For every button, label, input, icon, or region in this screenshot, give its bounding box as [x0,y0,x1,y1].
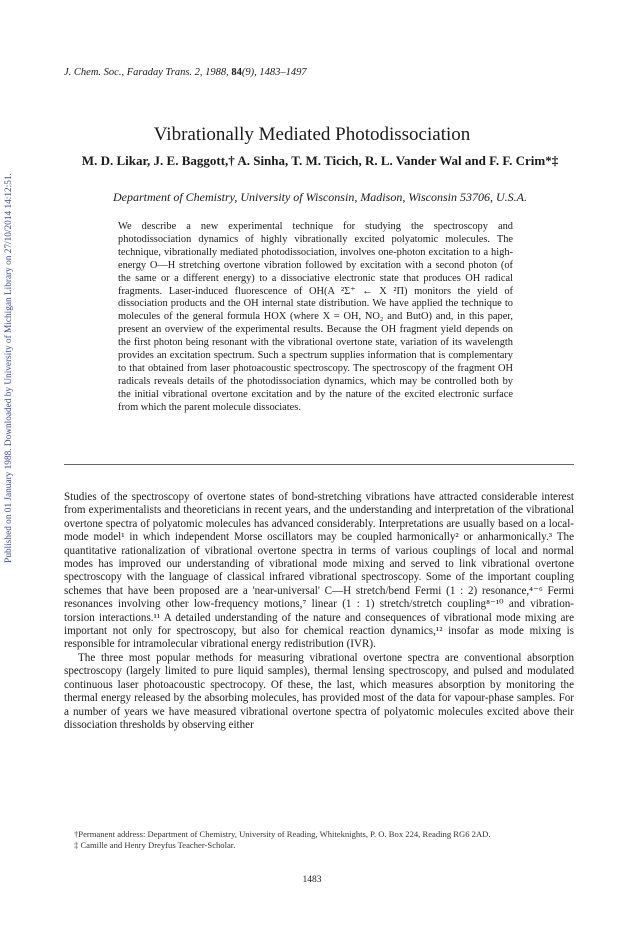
footnote-1: †Permanent address: Department of Chemistry, University of Reading, Whiteknights, P. O. Box 224, Reading RG6 2AD. [74,829,491,839]
affiliation: Department of Chemistry, University of Wisconsin, Madison, Wisconsin 53706, U.S.A. [113,190,527,204]
journal-name: J. Chem. Soc., Faraday Trans. 2, [64,67,203,78]
footnote-2: ‡ Camille and Henry Dreyfus Teacher-Scholar. [74,840,236,850]
download-stamp [0,128,18,608]
journal-issue-pages: (9), 1483–1497 [241,67,307,78]
paragraph-2: The three most popular methods for measuring vibrational overtone spectra are conventional absorption spectroscopy (largely limited to pure liquid samples), thermal lensing spectroscopy, and pulsed and modulated continuous laser photoacoustic spectrocopy. Of these, the last, which measures absorption by monitoring the thermal energy released by the absorbing molecules, has provided most of the data for vapour-phase samples. For a number of years we have measured vibrational overtone spectra of polyatomic molecules excited above their dissociation thresholds by observing either [64,651,574,731]
main-text [64,491,574,732]
page-number: 1483 [302,875,322,885]
footnotes [64,829,574,851]
download-stamp-text: Published on 01 January 1988. Downloaded by University of Michigan Library on 27/10/2014 14:12:51. [4,173,14,563]
journal-volume: 84 [231,67,242,78]
paper-title: Vibrationally Mediated Photodissociation [153,124,471,145]
section-divider [64,464,574,465]
journal-citation [64,67,307,78]
journal-year: 1988, [205,67,229,78]
author-list: M. D. Likar, J. E. Baggott,† A. Sinha, T. M. Ticich, R. L. Vander Wal and F. F. Crim*‡ [81,153,559,168]
paragraph-1: Studies of the spectroscopy of overtone states of bond-stretching vibrations have attracted considerable interest from experimentalists and theoreticians in recent years, and the understanding and interpretation of the vibrational overtone spectra of polyatomic molecules has advanced considerably. Interpretations are usually based on a local-mode model¹ in which independent Morse oscillators may be coupled harmonically² or anharmonically.³ The quantitative rationalization of vibrational overtone spectra in terms of various couplings of local and normal modes has improved our understanding of vibrational mode mixing and served to link vibrational overtone spectroscopy with the language of classical infrared vibrational spectroscopy. Some of the important coupling schemes that have been proposed are a 'near-universal' C—H stretch/bend Fermi (1 : 2) resonance,⁴⁻⁶ Fermi resonances involving other low-frequency motions,⁷ linear (1 : 1) stretch/stretch coupling⁸⁻¹⁰ and vibration-torsion interactions.¹¹ A detailed understanding of the nature and consequences of vibrational mode mixing are important not only for spectroscopy, but also for chemical reaction dynamics,¹² insofar as mode mixing is responsible for intramolecular vibrational energy redistribution (IVR). [64,491,574,651]
abstract: We describe a new experimental technique for studying the spectroscopy and photodissociation dynamics of highly vibrationally excited polyatomic molecules. The technique, vibrationally mediated photodissociation, involves one-photon excitation to a high-energy O—H stretching overtone vibration followed by excitation with a second photon (of the same or a different energy) to a dissociative electronic state that produces OH radical fragments. Laser-induced fluorescence of OH(A ²Σ⁺ ← X ²Π) monitors the yield of dissociation products and the OH internal state distribution. We have applied the technique to molecules of the general formula HOX (where X = OH, NO₂ and ButO) and, in this paper, present an overview of the experimental results. Because the OH fragment yield depends on the first photon being resonant with the vibrational overtone state, variation of its wavelength provides an excitation spectrum. Such a spectrum supplies information that is complementary to that obtained from laser photoacoustic spectroscopy. The spectroscopy of the fragment OH radicals reveals details of the photodissociation dynamics, which may be controlled both by the initial vibrational overtone excitation and by the nature of the excited electronic surface from which the parent molecule dissociates. [118,221,513,413]
